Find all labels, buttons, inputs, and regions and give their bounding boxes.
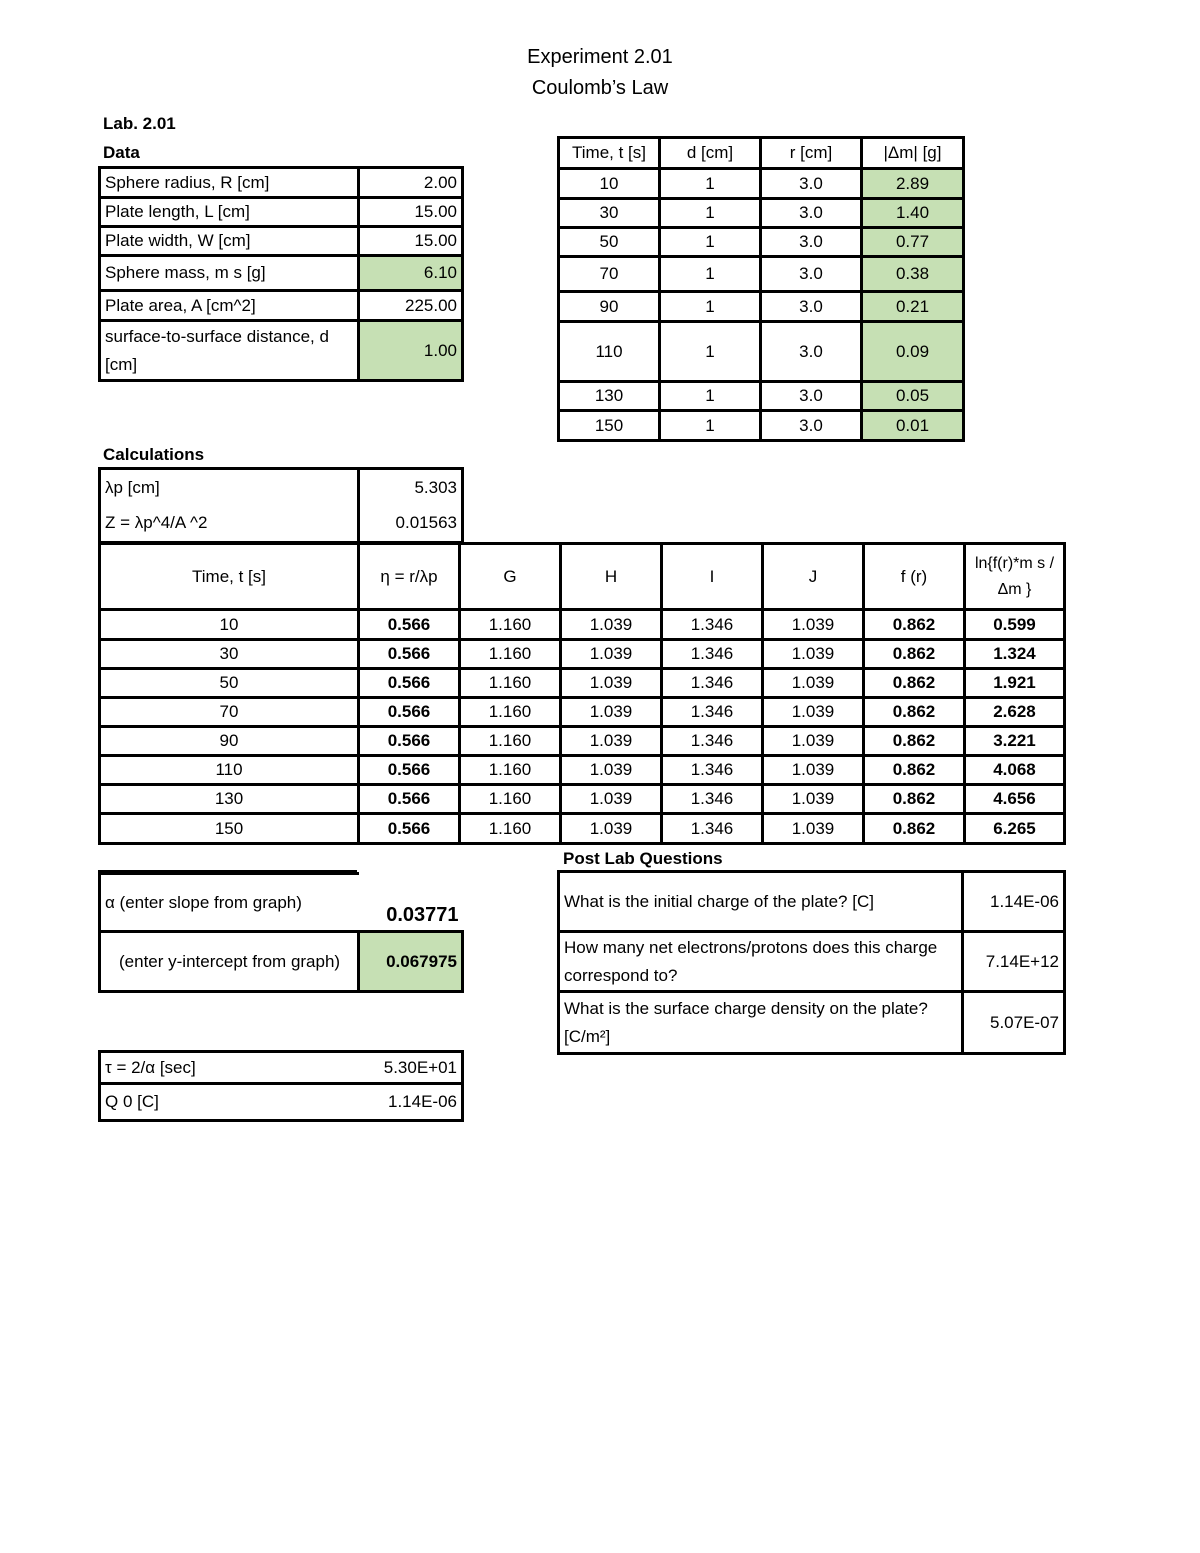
calculations-section-label: Calculations (103, 445, 205, 464)
table-header-row (559, 138, 964, 169)
cell[interactable]: 30 (559, 199, 660, 228)
calculations-table (98, 542, 1066, 845)
cell[interactable]: 0.862 (864, 814, 965, 844)
cell[interactable]: 1 (660, 199, 761, 228)
cell[interactable]: 1 (660, 322, 761, 382)
cell[interactable]: 0.862 (864, 785, 965, 814)
cell[interactable]: 1.039 (763, 814, 864, 844)
q0-label: Q 0 [C] (100, 1084, 359, 1121)
post-lab-question-1: What is the initial charge of the plate? [C] (559, 872, 963, 932)
cell[interactable]: 1.160 (460, 727, 561, 756)
tau-label: τ = 2/α [sec] (100, 1052, 359, 1084)
cell[interactable]: 1.346 (662, 814, 763, 844)
cell[interactable]: 1.346 (662, 640, 763, 669)
column-header-j: J (763, 544, 864, 610)
cell[interactable]: 1.039 (561, 785, 662, 814)
cell[interactable]: 4.068 (965, 756, 1065, 785)
cell[interactable]: 1.324 (965, 640, 1065, 669)
table-row (559, 322, 964, 382)
cell[interactable]: 0.05 (862, 382, 964, 411)
table-row (100, 321, 463, 381)
data-value-plate-width[interactable]: 15.00 (359, 227, 463, 256)
cell[interactable]: 3.0 (761, 199, 862, 228)
cell[interactable]: 1.039 (763, 727, 864, 756)
cell[interactable]: 3.0 (761, 382, 862, 411)
cell[interactable]: 0.566 (359, 640, 460, 669)
cell[interactable]: 0.862 (864, 610, 965, 640)
table-row (100, 198, 463, 227)
q0-value[interactable]: 1.14E-06 (359, 1084, 463, 1121)
cell[interactable]: 0.77 (862, 228, 964, 257)
intercept-value[interactable]: 0.067975 (359, 932, 463, 992)
cell[interactable]: 0.566 (359, 698, 460, 727)
post-lab-question-2: How many net electrons/protons does this charge correspond to? (559, 932, 963, 992)
cell[interactable]: 1.039 (561, 814, 662, 844)
cell[interactable]: 50 (100, 669, 359, 698)
data-value-plate-area[interactable]: 225.00 (359, 291, 463, 321)
cell[interactable]: 0.566 (359, 669, 460, 698)
column-header-r: r [cm] (761, 138, 862, 169)
cell[interactable]: 1.039 (763, 756, 864, 785)
table-row (100, 227, 463, 256)
data-label-sphere-mass: Sphere mass, m s [g] (100, 256, 359, 291)
cell[interactable]: 30 (100, 640, 359, 669)
cell[interactable]: 3.0 (761, 292, 862, 322)
cell[interactable]: 1.346 (662, 610, 763, 640)
table-row (100, 727, 1065, 756)
cell[interactable]: 1.40 (862, 199, 964, 228)
cell[interactable]: 3.0 (761, 169, 862, 199)
table-row (100, 1084, 463, 1121)
post-lab-table (557, 870, 1066, 1055)
column-header-g: G (460, 544, 561, 610)
cell[interactable]: 1.346 (662, 727, 763, 756)
table-row (100, 814, 1065, 844)
lambda-value[interactable]: 5.303 (359, 469, 463, 506)
table-row (100, 874, 463, 932)
cell[interactable]: 1.346 (662, 785, 763, 814)
table-row (100, 785, 1065, 814)
data-label-sphere-radius: Sphere radius, R [cm] (100, 168, 359, 198)
cell[interactable]: 3.0 (761, 228, 862, 257)
column-header-d: d [cm] (660, 138, 761, 169)
cell[interactable]: 0.566 (359, 727, 460, 756)
table-row (100, 669, 1065, 698)
column-header-eta: η = r/λp (359, 544, 460, 610)
data-label-distance: surface-to-surface distance, d [cm] (100, 321, 359, 381)
table-row (100, 506, 463, 543)
table-row (559, 169, 964, 199)
measurements-table (557, 136, 965, 442)
cell[interactable]: 1 (660, 292, 761, 322)
cell[interactable]: 0.38 (862, 257, 964, 292)
cell[interactable]: 1.039 (763, 785, 864, 814)
table-row (559, 292, 964, 322)
cell[interactable]: 110 (100, 756, 359, 785)
data-label-plate-area: Plate area, A [cm^2] (100, 291, 359, 321)
results-table (98, 1050, 464, 1122)
cell[interactable]: 1.160 (460, 814, 561, 844)
column-header-time: Time, t [s] (559, 138, 660, 169)
cell[interactable]: 1.039 (561, 640, 662, 669)
post-lab-label: Post Lab Questions (563, 849, 723, 868)
post-lab-question-3: What is the surface charge density on the plate? [C/m²] (559, 992, 963, 1054)
intercept-label: (enter y-intercept from graph) (100, 932, 359, 992)
cell[interactable]: 3.0 (761, 257, 862, 292)
alpha-value[interactable]: 0.03771 (359, 874, 463, 932)
cell[interactable]: 150 (100, 814, 359, 844)
cell[interactable]: 1.160 (460, 756, 561, 785)
cell[interactable]: 3.0 (761, 411, 862, 441)
table-row (100, 291, 463, 321)
cell[interactable]: 1.346 (662, 669, 763, 698)
cell[interactable]: 0.566 (359, 785, 460, 814)
column-header-f-r: f (r) (864, 544, 965, 610)
cell[interactable]: 1.039 (561, 669, 662, 698)
cell[interactable]: 1.160 (460, 610, 561, 640)
cell[interactable]: 130 (559, 382, 660, 411)
cell[interactable]: 3.221 (965, 727, 1065, 756)
column-header-time: Time, t [s] (100, 544, 359, 610)
cell[interactable]: 2.89 (862, 169, 964, 199)
cell[interactable]: 0.862 (864, 727, 965, 756)
cell[interactable]: 1.160 (460, 669, 561, 698)
cell[interactable]: 1 (660, 382, 761, 411)
table-row (100, 756, 1065, 785)
cell[interactable]: 1.039 (561, 610, 662, 640)
page-title: Experiment 2.01 (527, 46, 673, 68)
cell[interactable]: 4.656 (965, 785, 1065, 814)
cell[interactable]: 10 (559, 169, 660, 199)
cell[interactable]: 2.628 (965, 698, 1065, 727)
cell[interactable]: 10 (100, 610, 359, 640)
cell[interactable]: 1.039 (763, 669, 864, 698)
cell[interactable]: 1.160 (460, 640, 561, 669)
cell[interactable]: 6.265 (965, 814, 1065, 844)
table-header-row (100, 544, 1065, 610)
cell[interactable]: 0.09 (862, 322, 964, 382)
data-value-distance[interactable]: 1.00 (359, 321, 463, 381)
cell[interactable]: 3.0 (761, 322, 862, 382)
cell[interactable]: 0.21 (862, 292, 964, 322)
cell[interactable]: 50 (559, 228, 660, 257)
z-label: Z = λp^4/A ^2 (100, 506, 359, 543)
cell[interactable]: 1.921 (965, 669, 1065, 698)
table-row (559, 382, 964, 411)
cell[interactable]: 70 (559, 257, 660, 292)
page-subtitle: Coulomb’s Law (531, 77, 669, 99)
cell[interactable]: 90 (100, 727, 359, 756)
post-lab-answer-3[interactable]: 5.07E-07 (963, 992, 1065, 1054)
table-row (100, 168, 463, 198)
table-row (559, 932, 1065, 992)
table-row (100, 698, 1065, 727)
data-label-plate-width: Plate width, W [cm] (100, 227, 359, 256)
column-header-h: H (561, 544, 662, 610)
cell[interactable]: 1 (660, 257, 761, 292)
column-header-i: I (662, 544, 763, 610)
fit-table (98, 872, 464, 993)
tau-value[interactable]: 5.30E+01 (359, 1052, 463, 1084)
data-value-sphere-mass[interactable]: 6.10 (359, 256, 463, 291)
cell[interactable]: 1.160 (460, 785, 561, 814)
data-table (98, 166, 464, 382)
lab-label: Lab. 2.01 (103, 114, 176, 133)
table-row (559, 411, 964, 441)
cell[interactable]: 1.039 (763, 610, 864, 640)
cell[interactable]: 0.566 (359, 814, 460, 844)
table-row (559, 992, 1065, 1054)
data-label-plate-length: Plate length, L [cm] (100, 198, 359, 227)
lambda-z-table (98, 467, 464, 544)
table-row (100, 469, 463, 506)
column-header-delta-m: |Δm| [g] (862, 138, 964, 169)
cell[interactable]: 0.862 (864, 669, 965, 698)
cell[interactable]: 0.599 (965, 610, 1065, 640)
cell[interactable]: 1 (660, 169, 761, 199)
cell[interactable]: 70 (100, 698, 359, 727)
data-value-plate-length[interactable]: 15.00 (359, 198, 463, 227)
cell[interactable]: 1.039 (763, 640, 864, 669)
alpha-label: α (enter slope from graph) (100, 874, 359, 932)
cell[interactable]: 1.160 (460, 698, 561, 727)
cell[interactable]: 1.039 (561, 756, 662, 785)
data-section-label: Data (103, 143, 140, 162)
table-row (100, 610, 1065, 640)
table-row (100, 932, 463, 992)
table-row (559, 199, 964, 228)
table-row (559, 228, 964, 257)
cell[interactable]: 90 (559, 292, 660, 322)
cell[interactable]: 0.862 (864, 698, 965, 727)
cell[interactable]: 1 (660, 411, 761, 441)
table-row (100, 256, 463, 291)
table-row (559, 872, 1065, 932)
post-lab-answer-1[interactable]: 1.14E-06 (963, 872, 1065, 932)
cell[interactable]: 1.039 (763, 698, 864, 727)
cell[interactable]: 0.862 (864, 756, 965, 785)
post-lab-answer-2[interactable]: 7.14E+12 (963, 932, 1065, 992)
cell[interactable]: 150 (559, 411, 660, 441)
table-row (100, 1052, 463, 1084)
cell[interactable]: 1 (660, 228, 761, 257)
cell[interactable]: 110 (559, 322, 660, 382)
column-header-ln: ln{f(r)*m s /Δm } (965, 544, 1065, 610)
table-row (100, 640, 1065, 669)
cell[interactable]: 0.566 (359, 756, 460, 785)
cell[interactable]: 1.346 (662, 756, 763, 785)
data-value-sphere-radius[interactable]: 2.00 (359, 168, 463, 198)
cell[interactable]: 1.039 (561, 727, 662, 756)
cell[interactable]: 0.01 (862, 411, 964, 441)
cell[interactable]: 130 (100, 785, 359, 814)
cell[interactable]: 0.566 (359, 610, 460, 640)
cell[interactable]: 0.862 (864, 640, 965, 669)
lambda-label: λp [cm] (100, 469, 359, 506)
table-row (559, 257, 964, 292)
cell[interactable]: 1.346 (662, 698, 763, 727)
cell[interactable]: 1.039 (561, 698, 662, 727)
z-value[interactable]: 0.01563 (359, 506, 463, 543)
